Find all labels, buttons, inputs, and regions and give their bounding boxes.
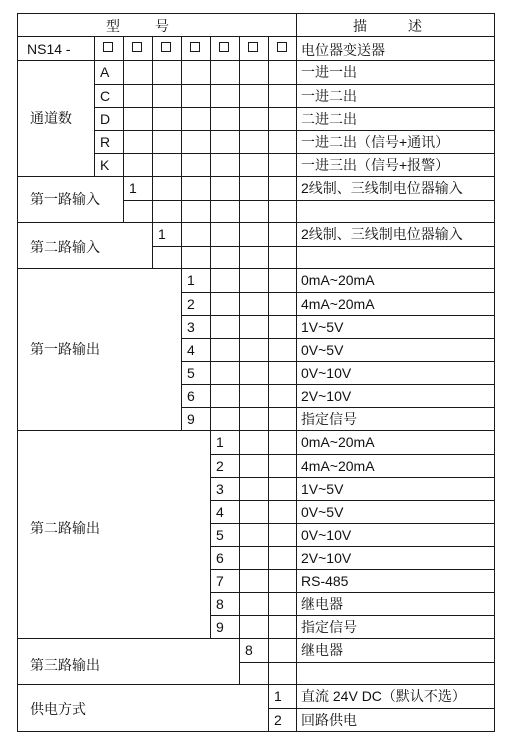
row-divider (17, 176, 495, 177)
channel_count-code: C (100, 87, 111, 104)
code-placeholder-box (132, 42, 142, 52)
code-placeholder-box (277, 42, 287, 52)
channel_count-code: D (100, 110, 111, 127)
row-divider (181, 315, 495, 316)
channel_count-description: 一进二出 (301, 87, 357, 104)
output2-code: 3 (216, 480, 224, 497)
output2-description: 0mA~20mA (301, 434, 375, 450)
output1-code: 3 (187, 318, 195, 335)
row-divider (17, 430, 495, 431)
column-divider (94, 60, 95, 177)
row-divider (210, 477, 495, 478)
row-divider (239, 662, 495, 663)
output2-description: 2V~10V (301, 549, 352, 566)
row-divider (181, 338, 495, 339)
column-divider (239, 222, 240, 269)
column-divider (17, 13, 18, 732)
column-divider (268, 684, 269, 732)
column-divider (210, 268, 211, 431)
output2-description: 继电器 (301, 595, 343, 612)
output2-description: 1V~5V (301, 480, 344, 497)
input1-code: 1 (129, 180, 137, 196)
row-divider (94, 107, 495, 108)
row-divider (181, 384, 495, 385)
output2-code: 1 (216, 434, 224, 450)
channel_count-description: 二进二出 (301, 110, 357, 127)
row-divider (210, 592, 495, 593)
output2-description: 指定信号 (301, 618, 357, 635)
input2-label: 第二路输入 (30, 239, 100, 255)
output2-code: 2 (216, 457, 224, 474)
output2-description: 4mA~20mA (301, 457, 375, 474)
output2-code: 6 (216, 549, 224, 566)
header-model-label: 型 (106, 18, 120, 34)
output2-label: 第二路输出 (30, 520, 100, 536)
output1-code: 6 (187, 387, 195, 404)
output3-label: 第三路输出 (30, 657, 100, 673)
column-divider (268, 268, 269, 431)
row-divider (94, 84, 495, 85)
output2-code: 5 (216, 526, 224, 543)
power-code: 1 (274, 688, 282, 704)
column-divider (494, 13, 495, 732)
code-placeholder-box (190, 42, 200, 52)
column-divider (239, 638, 240, 685)
output1-code: 5 (187, 364, 195, 381)
power-label: 供电方式 (30, 701, 86, 717)
channel_count-description: 一进一出 (301, 64, 357, 80)
channel_count-code: K (100, 156, 110, 173)
output2-code: 9 (216, 618, 224, 635)
header-description-label: 描 (353, 18, 367, 34)
input1-description: 2线制、三线制电位器输入 (301, 180, 463, 196)
row-divider (181, 361, 495, 362)
row-divider (152, 246, 495, 247)
output2-code: 8 (216, 595, 224, 612)
column-divider (94, 36, 95, 61)
output3-description: 继电器 (301, 642, 343, 658)
output2-code: 7 (216, 572, 224, 589)
channel_count-code: A (100, 64, 110, 80)
output3-code: 8 (245, 642, 253, 658)
column-divider (152, 222, 153, 269)
output2-description: RS-485 (301, 572, 349, 589)
column-divider (268, 430, 269, 639)
row-divider (268, 708, 495, 709)
output1-description: 1V~5V (301, 318, 344, 335)
row-divider (210, 454, 495, 455)
input2-code: 1 (158, 226, 166, 242)
row-divider (210, 546, 495, 547)
power-code: 2 (274, 711, 282, 728)
model-prefix: NS14 - (27, 41, 71, 57)
output2-description: 0V~10V (301, 526, 352, 543)
row-divider (210, 615, 495, 616)
code-placeholder-box (248, 42, 258, 52)
output1-code: 2 (187, 295, 195, 312)
input2-description: 2线制、三线制电位器输入 (301, 226, 463, 242)
header-model-label: 号 (155, 18, 169, 34)
output1-label: 第一路输出 (30, 341, 100, 357)
channel_count-description: 一进三出（信号+报警） (301, 156, 450, 173)
column-divider (210, 430, 211, 639)
code-placeholder-box (103, 42, 113, 52)
column-divider (181, 268, 182, 431)
output2-description: 0V~5V (301, 503, 344, 520)
column-divider (296, 13, 297, 732)
power-description: 直流 24V DC（默认不选） (301, 688, 466, 704)
row-divider (17, 13, 495, 14)
row-divider (17, 684, 495, 685)
row-divider (17, 60, 495, 61)
channel_count-description: 一进二出（信号+通讯） (301, 133, 450, 150)
row-divider (17, 268, 495, 269)
channel-count-label: 通道数 (30, 110, 72, 126)
row-divider (94, 153, 495, 154)
header-description-label: 述 (408, 18, 422, 34)
column-divider (152, 176, 153, 223)
row-divider (210, 500, 495, 501)
column-divider (239, 430, 240, 639)
output1-description: 0V~5V (301, 341, 344, 358)
column-divider (210, 222, 211, 269)
output1-description: 0V~10V (301, 364, 352, 381)
column-divider (268, 638, 269, 685)
output1-code: 9 (187, 410, 195, 427)
output1-description: 0mA~20mA (301, 272, 375, 288)
row-divider (123, 200, 495, 201)
row-divider (94, 130, 495, 131)
row-divider (210, 523, 495, 524)
row-divider (17, 36, 495, 37)
column-divider (239, 268, 240, 431)
output1-code: 4 (187, 341, 195, 358)
row-divider (17, 731, 495, 732)
output2-code: 4 (216, 503, 224, 520)
row-divider (181, 292, 495, 293)
power-description: 回路供电 (301, 711, 357, 728)
output1-description: 2V~10V (301, 387, 352, 404)
code-placeholder-box (219, 42, 229, 52)
prefix-description: 电位器变送器 (301, 42, 385, 58)
row-divider (181, 407, 495, 408)
column-divider (268, 222, 269, 269)
output1-code: 1 (187, 272, 195, 288)
row-divider (17, 222, 495, 223)
row-divider (210, 569, 495, 570)
column-divider (123, 176, 124, 223)
output1-description: 指定信号 (301, 410, 357, 427)
code-placeholder-box (161, 42, 171, 52)
channel_count-code: R (100, 133, 111, 150)
row-divider (17, 638, 495, 639)
column-divider (181, 222, 182, 269)
input1-label: 第一路输入 (30, 191, 100, 207)
output1-description: 4mA~20mA (301, 295, 375, 312)
